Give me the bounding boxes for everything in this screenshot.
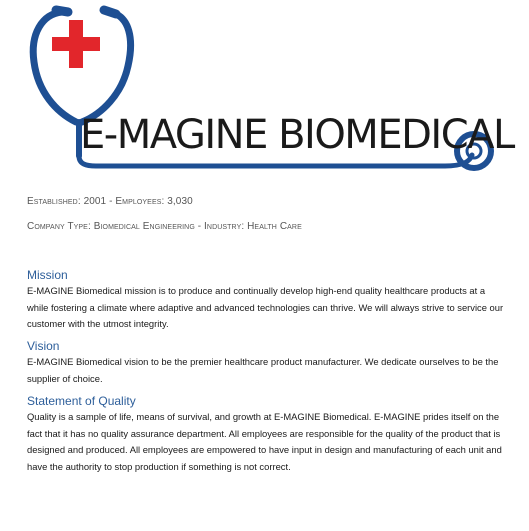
mission-text: E-MAGINE Biomedical mission is to produce and continually develop high-end quality healthcare products at a while fostering a climate where adaptive and advanced technologies can thrive. We will always strive to service our customer with the utmost integrity. (27, 285, 504, 329)
company-name: E-MAGINE BIOMEDICAL (80, 112, 514, 158)
company-logo (0, 0, 529, 190)
quality-heading: Statement of Quality (27, 394, 136, 408)
quality-section (27, 394, 507, 475)
quality-text: Quality is a sample of life, means of survival, and growth at E-MAGINE Biomedical. E-MAGINE prides itself on the fact that it has no quality assurance department. All employees are responsible for the quality of the product that is designed and produced. All employees are empowered to have input in design and manufacturing of each unit and have the authority to stop production if something is not correct. (27, 411, 502, 472)
medical-cross-icon (52, 20, 100, 68)
mission-section (27, 268, 507, 333)
mission-heading: Mission (27, 268, 68, 282)
company-type-industry-line: Company Type: Biomedical Engineering - Industry: Health Care (27, 221, 302, 232)
established-employees-line: Established: 2001 - Employees: 3,030 (27, 196, 193, 207)
vision-text: E-MAGINE Biomedical vision to be the premier healthcare product manufacturer. We dedicate ourselves to be the supplier of choice. (27, 356, 499, 384)
vision-heading: Vision (27, 339, 60, 353)
vision-section (27, 339, 507, 387)
